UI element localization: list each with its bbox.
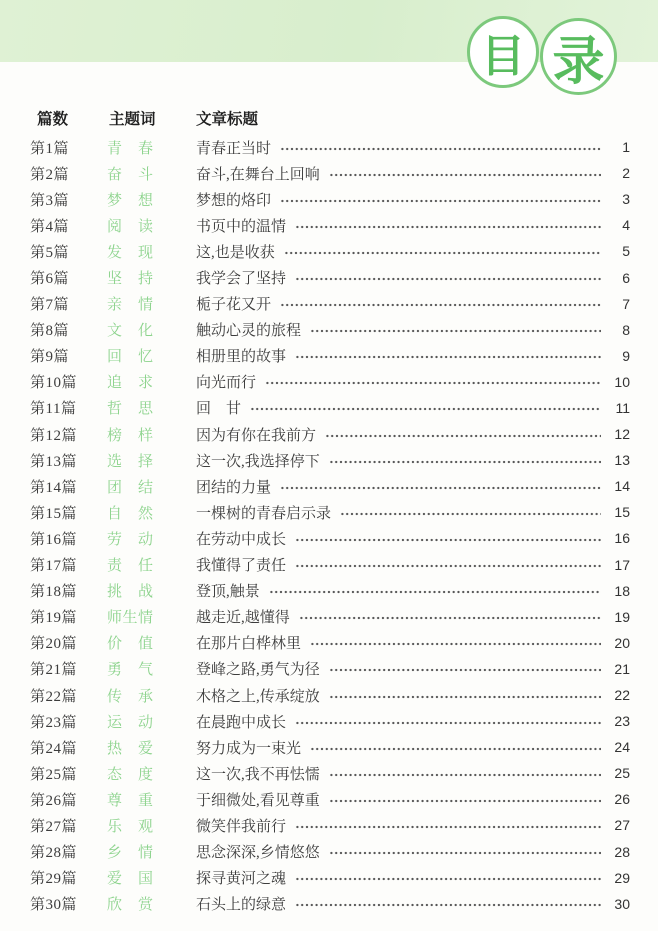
row-number: 第23篇 — [30, 714, 78, 731]
row-title: 登峰之路,勇气为径 — [196, 662, 320, 679]
row-number: 第4篇 — [30, 218, 70, 235]
toc-row — [30, 160, 630, 186]
row-theme-word: 自 然 — [107, 505, 153, 522]
row-theme-word: 追 求 — [107, 375, 153, 392]
row-title: 越走近,越懂得 — [196, 610, 290, 627]
row-dot-leader — [295, 708, 601, 734]
toc-row — [30, 291, 630, 317]
row-title: 这一次,我选择停下 — [196, 453, 320, 470]
toc-row — [30, 395, 630, 421]
row-number: 第13篇 — [30, 453, 78, 470]
row-number: 第18篇 — [30, 584, 78, 601]
row-title: 我学会了坚持 — [196, 271, 287, 288]
row-number: 第7篇 — [30, 297, 70, 314]
row-dot-leader — [280, 473, 601, 499]
row-dot-leader — [269, 578, 601, 604]
row-number: 第16篇 — [30, 531, 78, 548]
row-title: 石头上的绿意 — [196, 897, 287, 914]
row-theme-word: 师生情 — [107, 610, 153, 627]
row-title: 在那片白桦林里 — [196, 636, 302, 653]
row-title: 奋斗,在舞台上回响 — [196, 166, 320, 183]
row-title: 思念深深,乡情悠悠 — [196, 845, 320, 862]
toc-row — [30, 760, 630, 786]
row-title: 努力成为一束光 — [196, 740, 302, 757]
row-title: 触动心灵的旅程 — [196, 323, 302, 340]
row-page-number: 25 — [614, 765, 630, 782]
title-char-lu: 录 — [552, 33, 605, 91]
row-title: 向光而行 — [196, 375, 257, 392]
toc-row — [30, 134, 630, 160]
toc-row — [30, 525, 630, 551]
toc-row — [30, 891, 630, 917]
row-page-number: 6 — [622, 269, 630, 286]
row-title: 在晨跑中成长 — [196, 714, 287, 731]
toc-row — [30, 552, 630, 578]
row-dot-leader — [284, 238, 601, 264]
row-dot-leader — [329, 682, 601, 708]
row-page-number: 22 — [614, 687, 630, 704]
row-theme-word: 亲 情 — [107, 297, 153, 314]
toc-row — [30, 578, 630, 604]
row-number: 第8篇 — [30, 323, 70, 340]
row-number: 第11篇 — [30, 401, 77, 418]
row-number: 第3篇 — [30, 192, 70, 209]
row-page-number: 16 — [614, 530, 630, 547]
row-number: 第28篇 — [30, 845, 78, 862]
row-page-number: 29 — [614, 869, 630, 886]
row-page-number: 9 — [622, 347, 630, 364]
row-page-number: 15 — [614, 504, 630, 521]
row-title: 书页中的温情 — [196, 218, 287, 235]
row-title: 回 甘 — [196, 401, 242, 418]
row-title: 这,也是收获 — [196, 244, 275, 261]
row-theme-word: 青 春 — [107, 140, 153, 157]
row-dot-leader — [280, 186, 601, 212]
row-theme-word: 乡 情 — [107, 845, 153, 862]
row-page-number: 1 — [622, 139, 630, 156]
row-page-number: 14 — [614, 478, 630, 495]
row-number: 第29篇 — [30, 871, 78, 888]
row-page-number: 21 — [614, 660, 630, 677]
toc-row — [30, 708, 630, 734]
toc-row — [30, 421, 630, 447]
row-dot-leader — [280, 134, 601, 160]
row-dot-leader — [295, 552, 601, 578]
toc-row — [30, 186, 630, 212]
row-number: 第22篇 — [30, 688, 78, 705]
row-dot-leader — [329, 839, 601, 865]
row-title: 相册里的故事 — [196, 349, 287, 366]
row-dot-leader — [295, 343, 601, 369]
toc-row — [30, 656, 630, 682]
row-dot-leader — [295, 525, 601, 551]
row-page-number: 17 — [614, 556, 630, 573]
row-theme-word: 发 现 — [107, 244, 153, 261]
toc-row — [30, 317, 630, 343]
row-title: 梦想的烙印 — [196, 192, 272, 209]
row-dot-leader — [280, 291, 601, 317]
row-dot-leader — [295, 812, 601, 838]
row-page-number: 7 — [622, 295, 630, 312]
row-dot-leader — [329, 447, 601, 473]
toc-row — [30, 369, 630, 395]
toc-row — [30, 630, 630, 656]
row-title: 木格之上,传承绽放 — [196, 688, 320, 705]
row-title: 团结的力量 — [196, 479, 272, 496]
row-dot-leader — [329, 160, 601, 186]
row-dot-leader — [295, 891, 601, 917]
row-title: 栀子花又开 — [196, 297, 272, 314]
row-title: 登顶,触景 — [196, 584, 260, 601]
toc-row — [30, 839, 630, 865]
toc-row — [30, 343, 630, 369]
row-title: 一棵树的青春启示录 — [196, 505, 332, 522]
row-title: 于细微处,看见尊重 — [196, 792, 320, 809]
row-dot-leader — [295, 264, 601, 290]
row-dot-leader — [299, 604, 601, 630]
row-page-number: 4 — [622, 217, 630, 234]
row-theme-word: 热 爱 — [107, 740, 153, 757]
row-dot-leader — [340, 499, 601, 525]
row-theme-word: 梦 想 — [107, 192, 153, 209]
title-circle-lu — [540, 18, 617, 95]
toc-row — [30, 604, 630, 630]
toc-row — [30, 812, 630, 838]
row-dot-leader — [325, 421, 601, 447]
row-number: 第19篇 — [30, 610, 78, 627]
row-dot-leader — [310, 734, 601, 760]
row-number: 第26篇 — [30, 792, 78, 809]
toc-row — [30, 865, 630, 891]
row-page-number: 28 — [614, 843, 630, 860]
row-page-number: 10 — [614, 373, 630, 390]
row-page-number: 24 — [614, 739, 630, 756]
toc-row — [30, 238, 630, 264]
row-page-number: 5 — [622, 243, 630, 260]
row-title: 我懂得了责任 — [196, 558, 287, 575]
row-theme-word: 态 度 — [107, 766, 153, 783]
row-page-number: 11 — [615, 399, 630, 416]
row-dot-leader — [250, 395, 601, 421]
row-theme-word: 乐 观 — [107, 818, 153, 835]
row-theme-word: 爱 国 — [107, 871, 153, 888]
row-theme-word: 责 任 — [107, 558, 153, 575]
row-theme-word: 勇 气 — [107, 662, 153, 679]
row-dot-leader — [295, 865, 601, 891]
row-number: 第12篇 — [30, 427, 78, 444]
toc-rows — [30, 134, 630, 917]
row-theme-word: 价 值 — [107, 636, 153, 653]
toc-row — [30, 682, 630, 708]
row-dot-leader — [310, 317, 601, 343]
row-number: 第2篇 — [30, 166, 70, 183]
row-page-number: 26 — [614, 791, 630, 808]
column-header-num: 篇数 — [37, 111, 69, 128]
row-number: 第27篇 — [30, 818, 78, 835]
row-theme-word: 尊 重 — [107, 792, 153, 809]
title-circle-mu — [467, 16, 539, 88]
row-theme-word: 文 化 — [107, 323, 153, 340]
row-title: 因为有你在我前方 — [196, 427, 317, 444]
row-theme-word: 挑 战 — [107, 584, 153, 601]
row-title: 微笑伴我前行 — [196, 818, 287, 835]
row-number: 第6篇 — [30, 271, 70, 288]
row-title: 这一次,我不再怯懦 — [196, 766, 320, 783]
row-number: 第10篇 — [30, 375, 78, 392]
row-number: 第24篇 — [30, 740, 78, 757]
row-page-number: 3 — [622, 191, 630, 208]
row-theme-word: 坚 持 — [107, 271, 153, 288]
row-dot-leader — [329, 656, 601, 682]
row-theme-word: 运 动 — [107, 714, 153, 731]
row-title: 青春正当时 — [196, 140, 272, 157]
row-dot-leader — [265, 369, 601, 395]
row-theme-word: 哲 思 — [107, 401, 153, 418]
row-theme-word: 阅 读 — [107, 218, 153, 235]
row-page-number: 12 — [614, 426, 630, 443]
row-dot-leader — [329, 760, 601, 786]
row-number: 第15篇 — [30, 505, 78, 522]
row-number: 第5篇 — [30, 244, 70, 261]
toc-row — [30, 499, 630, 525]
toc-row — [30, 212, 630, 238]
row-theme-word: 选 择 — [107, 453, 153, 470]
toc-row — [30, 786, 630, 812]
toc-row — [30, 264, 630, 290]
toc-row — [30, 473, 630, 499]
toc-row — [30, 734, 630, 760]
column-header-theme: 主题词 — [109, 111, 156, 128]
row-theme-word: 欣 赏 — [107, 897, 153, 914]
row-page-number: 30 — [614, 895, 630, 912]
row-page-number: 23 — [614, 713, 630, 730]
toc-header-row — [30, 105, 630, 131]
row-number: 第17篇 — [30, 558, 78, 575]
row-page-number: 19 — [614, 608, 630, 625]
row-theme-word: 回 忆 — [107, 349, 153, 366]
row-page-number: 13 — [614, 452, 630, 469]
row-number: 第30篇 — [30, 897, 78, 914]
row-title: 探寻黄河之魂 — [196, 871, 287, 888]
row-number: 第14篇 — [30, 479, 78, 496]
row-number: 第21篇 — [30, 662, 78, 679]
row-theme-word: 榜 样 — [107, 427, 153, 444]
row-page-number: 8 — [622, 321, 630, 338]
row-number: 第25篇 — [30, 766, 78, 783]
row-theme-word: 传 承 — [107, 688, 153, 705]
row-dot-leader — [295, 212, 601, 238]
row-dot-leader — [310, 630, 601, 656]
row-number: 第20篇 — [30, 636, 78, 653]
row-number: 第9篇 — [30, 349, 70, 366]
row-page-number: 18 — [614, 582, 630, 599]
row-number: 第1篇 — [30, 140, 70, 157]
toc-table — [30, 105, 630, 917]
row-title: 在劳动中成长 — [196, 531, 287, 548]
row-page-number: 27 — [614, 817, 630, 834]
title-char-mu: 目 — [481, 32, 525, 81]
column-header-title: 文章标题 — [196, 111, 259, 128]
row-dot-leader — [329, 786, 601, 812]
row-page-number: 20 — [614, 634, 630, 651]
row-theme-word: 奋 斗 — [107, 166, 153, 183]
row-theme-word: 劳 动 — [107, 531, 153, 548]
row-theme-word: 团 结 — [107, 479, 153, 496]
row-page-number: 2 — [622, 165, 630, 182]
toc-row — [30, 447, 630, 473]
